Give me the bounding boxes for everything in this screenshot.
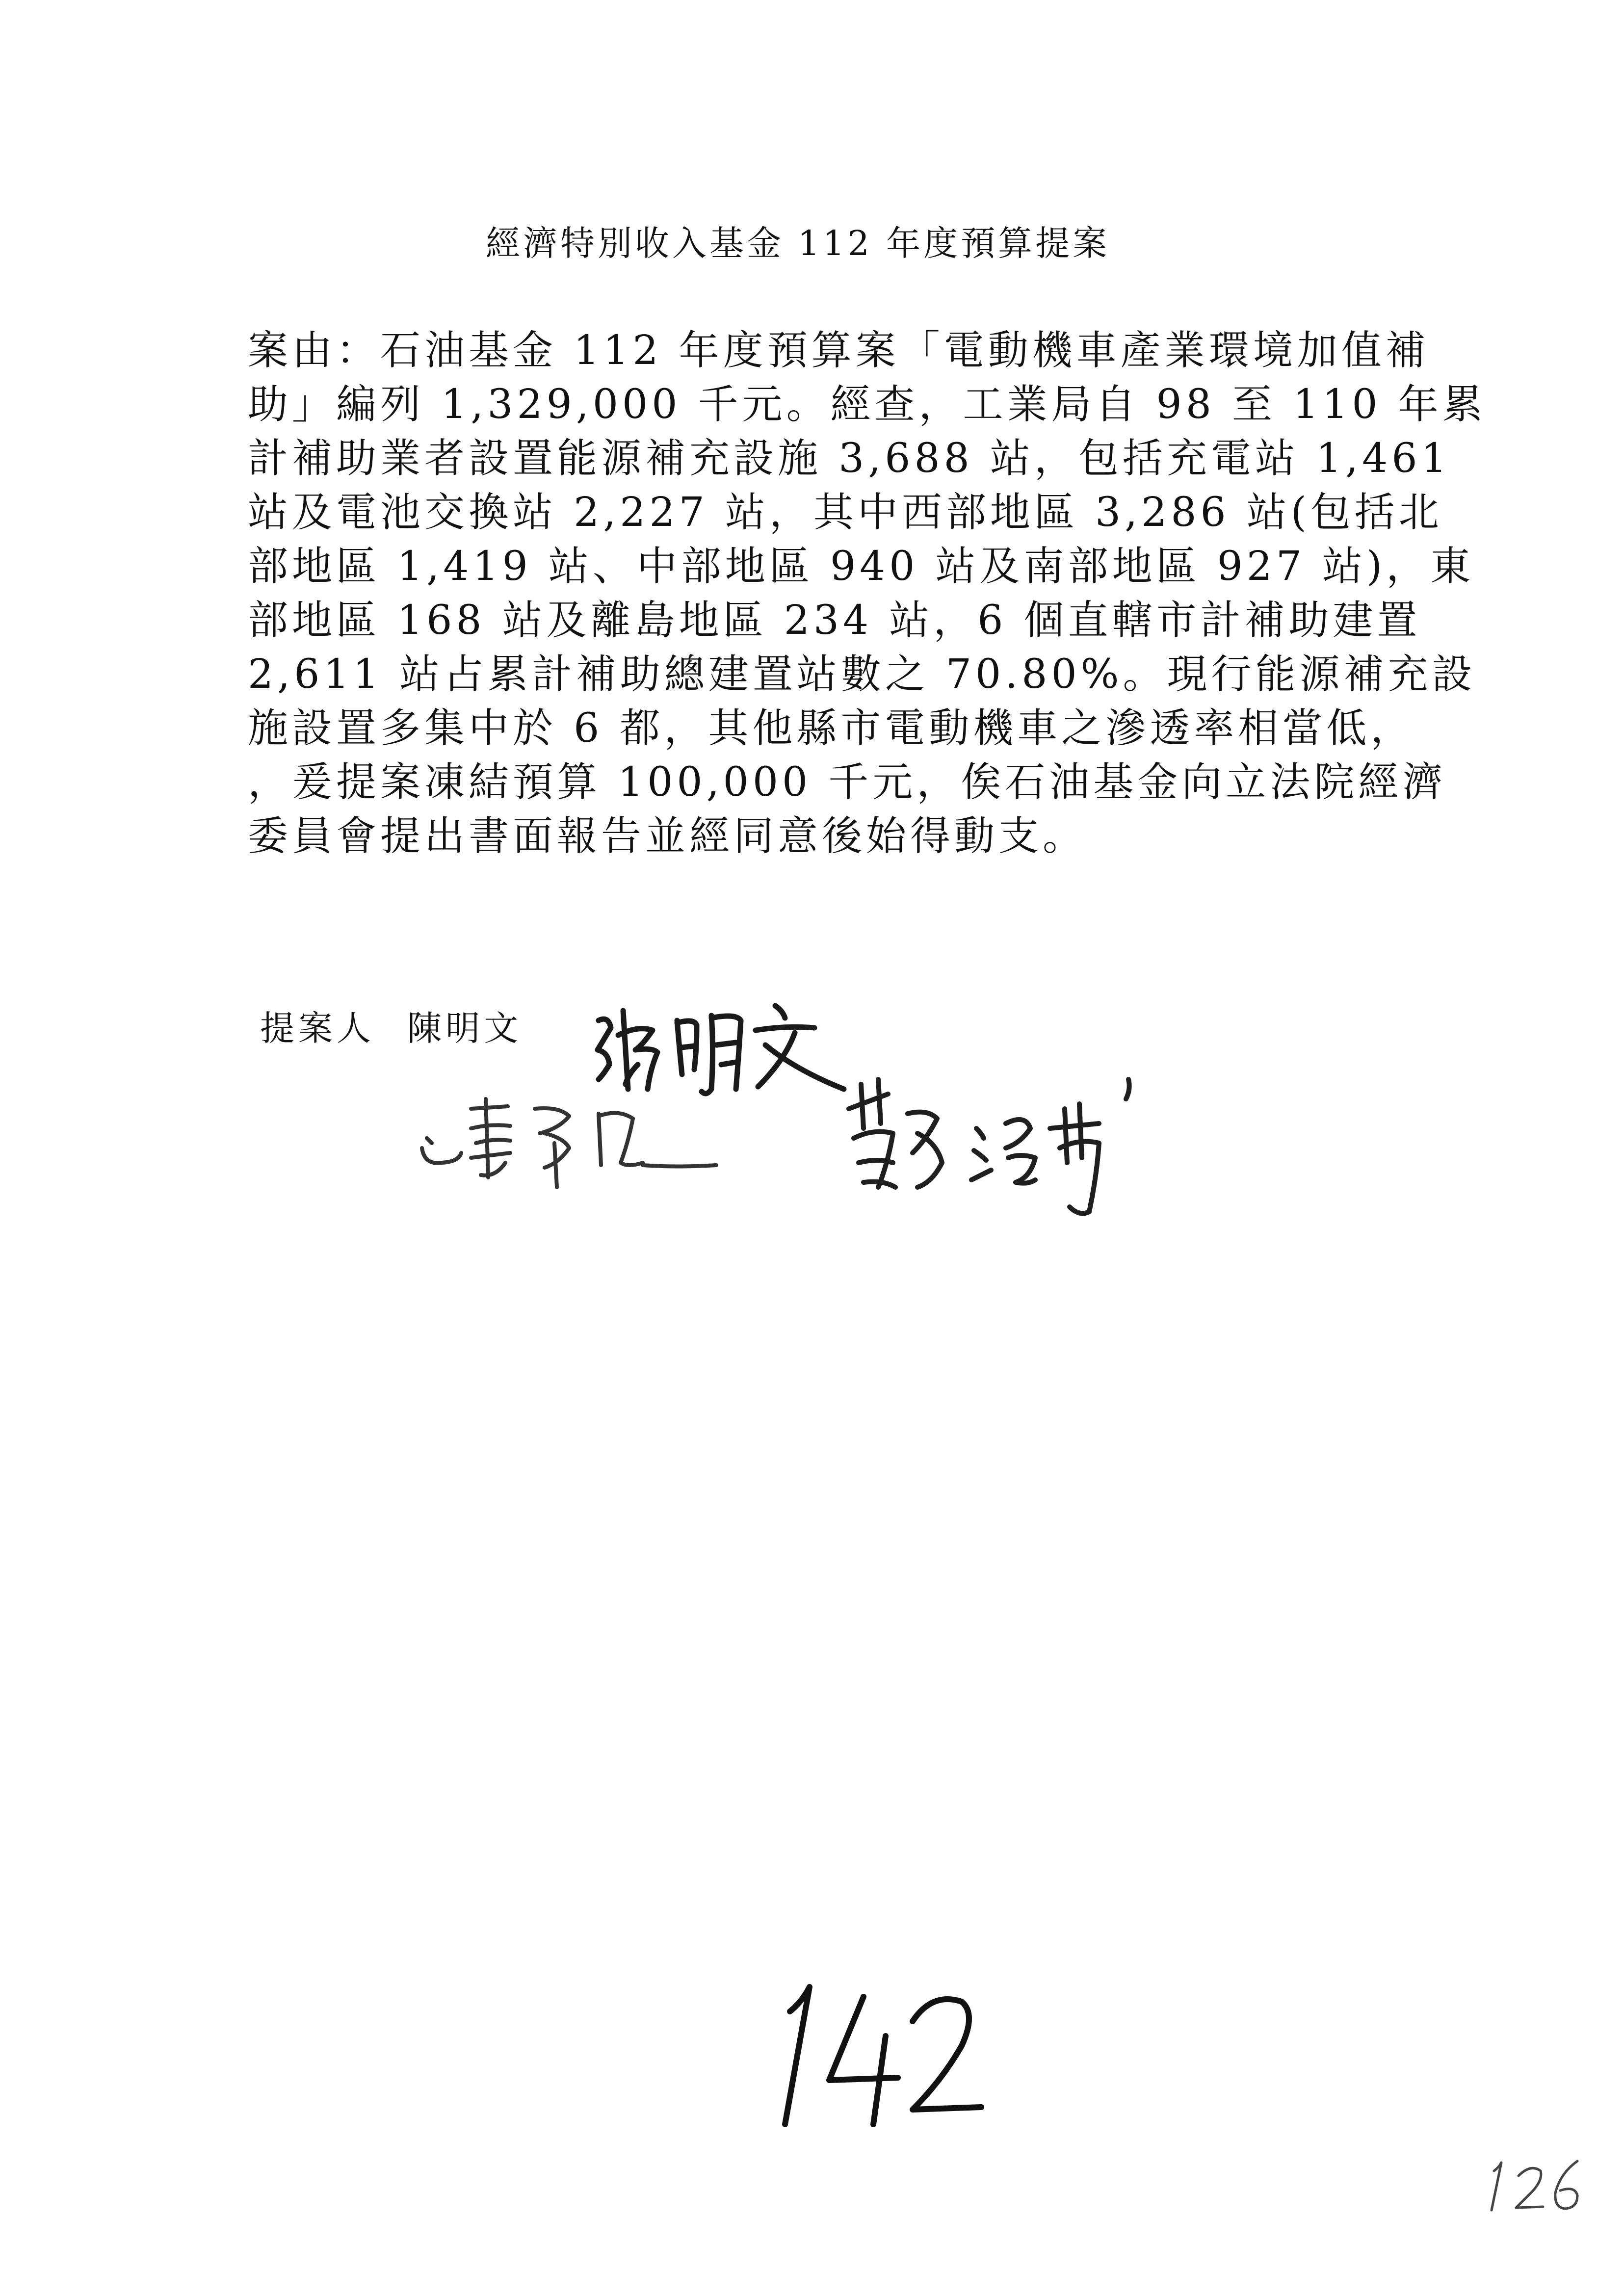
- corner-page-number: [1482, 2154, 1590, 2219]
- body-line: 助」編列 1,329,000 千元。經查，工業局自 98 至 110 年累: [248, 381, 1487, 428]
- body-line: 部地區 168 站及離島地區 234 站，6 個直轄市計補助建置: [248, 597, 1421, 644]
- body-line: 計補助業者設置能源補充設施 3,688 站，包括充電站 1,461: [248, 435, 1451, 482]
- body-line: 案由：石油基金 112 年度預算案「電動機車產業環境加值補: [248, 327, 1430, 374]
- body-line: ，爰提案凍結預算 100,000 千元，俟石油基金向立法院經濟: [248, 759, 1447, 806]
- proposer-name: 陳明文: [407, 1008, 523, 1048]
- handwritten-page-number: [756, 1967, 991, 2131]
- proposal-body: [248, 324, 1487, 863]
- body-line: 委員會提出書面報告並經同意後始得動支。: [248, 813, 1087, 860]
- document-title: 經濟特別收入基金 112 年度預算提案: [486, 223, 1110, 263]
- body-line: 站及電池交換站 2,227 站，其中西部地區 3,286 站(包括北: [248, 489, 1443, 536]
- body-line: 2,611 站占累計補助總建置站數之 70.80%。現行能源補充設: [248, 651, 1476, 698]
- proposer-label: 提案人: [260, 1008, 375, 1048]
- signature-su-chih-fen: [834, 1065, 1148, 1231]
- signature-chen-ting-fei: [412, 1079, 731, 1192]
- proposer-line: [260, 1001, 540, 1050]
- body-line: 部地區 1,419 站、中部地區 940 站及南部地區 927 站)，東: [248, 543, 1475, 590]
- body-line: 施設置多集中於 6 都，其他縣市電動機車之滲透率相當低，: [248, 705, 1415, 752]
